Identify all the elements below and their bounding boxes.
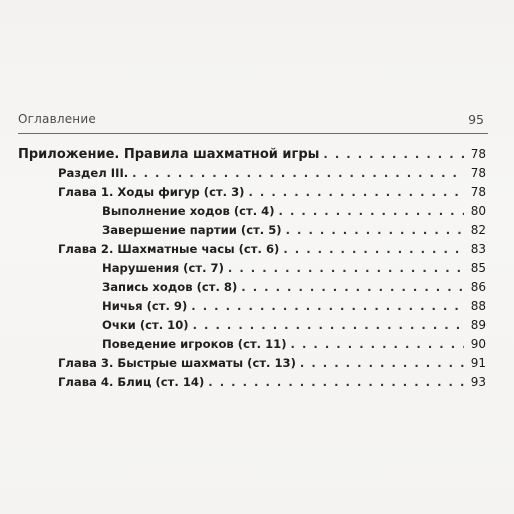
toc-leader-dots — [300, 356, 464, 370]
toc-entry-subsection — [102, 261, 486, 279]
toc-entry-subsection — [102, 337, 486, 355]
toc-entry-page: 90 — [470, 337, 486, 351]
toc-entry-page: 83 — [470, 242, 486, 256]
toc-entry-label: Выполнение ходов (ст. 4) — [102, 204, 275, 218]
toc-entry-page: 86 — [470, 280, 486, 294]
toc-entry-page: 78 — [470, 147, 486, 161]
toc-entry-chapter-2 — [58, 242, 486, 260]
toc-entry-label: Глава 2. Шахматные часы (ст. 6) — [58, 242, 280, 256]
toc-entry-label: Глава 4. Блиц (ст. 14) — [58, 375, 205, 389]
toc-leader-dots — [248, 185, 464, 199]
toc-entry-subsection — [102, 318, 486, 336]
toc-entry-label: Глава 1. Ходы фигур (ст. 3) — [58, 185, 245, 199]
toc-leader-dots — [228, 261, 464, 275]
toc-entry-subsection — [102, 280, 486, 298]
toc-leader-dots — [191, 299, 464, 313]
toc-entry-label: Приложение. Правила шахматной игры — [18, 147, 320, 162]
toc-entry-label: Запись ходов (ст. 8) — [102, 280, 238, 294]
toc-entry-chapter-3 — [58, 356, 486, 374]
toc-entry-label: Раздел III. — [58, 166, 129, 180]
toc-entry-section — [58, 166, 486, 184]
toc-entry-page: 88 — [470, 299, 486, 313]
toc-entry-subsection — [102, 223, 486, 241]
toc-leader-dots — [208, 375, 464, 389]
toc-leader-dots — [193, 318, 464, 332]
running-header-page-number: 95 — [468, 112, 484, 127]
toc-leader-dots — [132, 166, 464, 180]
toc-entry-page: 80 — [470, 204, 486, 218]
toc-entry-label: Очки (ст. 10) — [102, 318, 189, 332]
toc-entry-label: Нарушения (ст. 7) — [102, 261, 224, 275]
toc-leader-dots — [291, 337, 464, 351]
toc-leader-dots — [279, 204, 464, 218]
toc-entry-label: Завершение партии (ст. 5) — [102, 223, 282, 237]
toc-entry-page: 78 — [470, 185, 486, 199]
toc-entry-label: Ничья (ст. 9) — [102, 299, 188, 313]
toc-entry-chapter-1 — [58, 185, 486, 203]
toc-entry-page: 85 — [470, 261, 486, 275]
toc-leader-dots — [283, 242, 464, 256]
toc-entry-page: 89 — [470, 318, 486, 332]
toc-entry-subsection — [102, 204, 486, 222]
toc-entry-label: Глава 3. Быстрые шахматы (ст. 13) — [58, 356, 296, 370]
toc-entry-page: 82 — [470, 223, 486, 237]
toc-entry-label: Поведение игроков (ст. 11) — [102, 337, 287, 351]
toc-entry-subsection — [102, 299, 486, 317]
toc-entry-appendix — [18, 147, 486, 165]
toc-leader-dots — [241, 280, 464, 294]
toc-entry-page: 78 — [470, 166, 486, 180]
toc-entry-page: 91 — [470, 356, 486, 370]
toc-leader-dots — [323, 147, 464, 161]
toc-entry-chapter-4 — [58, 375, 486, 393]
toc-entry-page: 93 — [470, 375, 486, 389]
toc-leader-dots — [286, 223, 464, 237]
running-header-title: Оглавление — [18, 112, 96, 126]
